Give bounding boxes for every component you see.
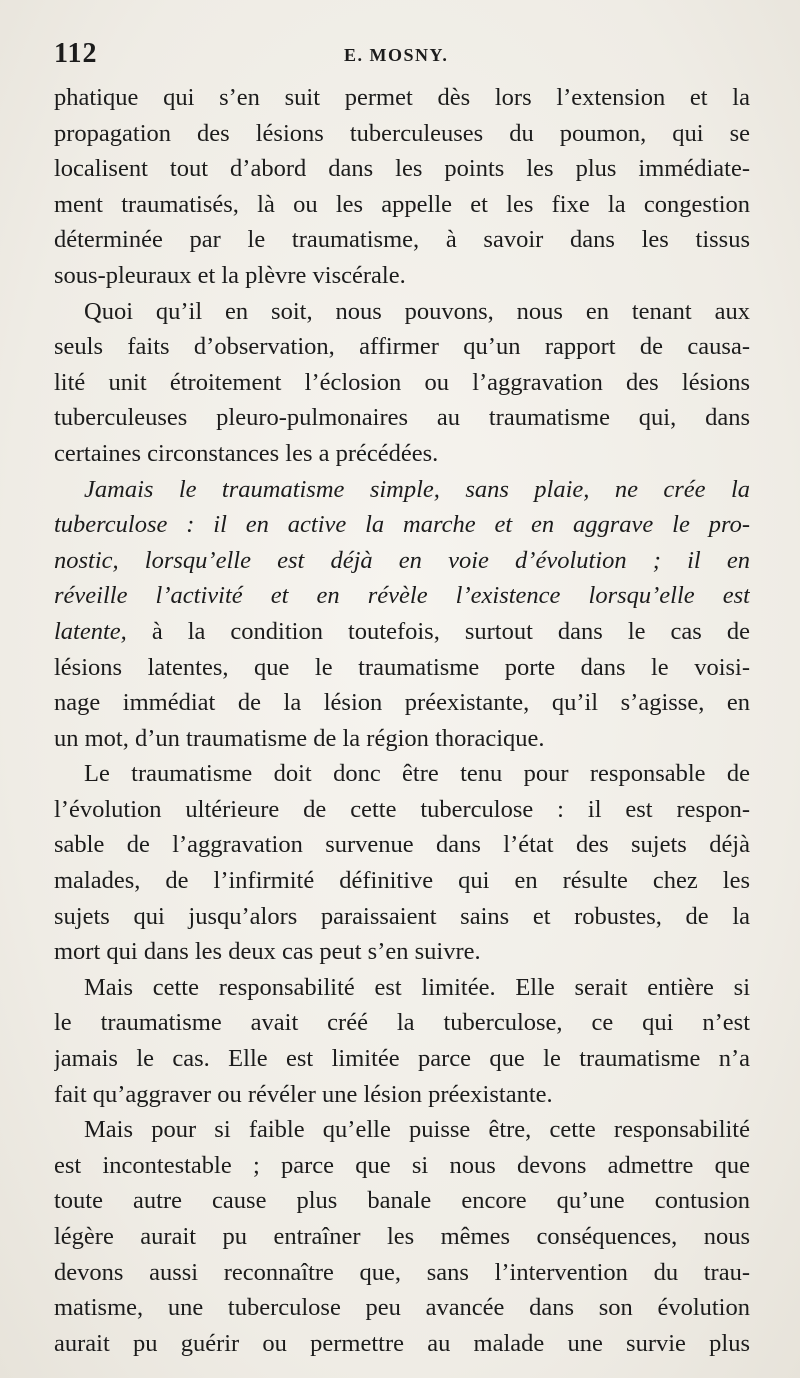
text-line: Jamais le traumatisme simple, sans plaie, ne crée la [84, 475, 750, 503]
text-line: tuberculeuses pleuro-pulmonaires au traumatisme qui, dans [54, 404, 750, 432]
text-line: Mais cette responsabilité est limitée. Elle serait entière si [84, 973, 750, 1001]
text-line: jamais le cas. Elle est limitée parce que le traumatisme n’a [54, 1045, 750, 1073]
text-line: le traumatisme avait créé la tuberculose, ce qui n’est [54, 1009, 750, 1037]
text-line: légère aurait pu entraîner les mêmes conséquences, nous [54, 1223, 750, 1250]
text-line: Mais pour si faible qu’elle puisse être, cette responsabilité [84, 1116, 750, 1144]
text-line: lésions latentes, que le traumatisme porte dans le voisi- [54, 653, 750, 681]
text-line: l’évolution ultérieure de cette tuberculose : il est respon- [54, 795, 750, 823]
text-line: est incontestable ; parce que si nous devons admettre que [54, 1151, 750, 1179]
text-line: nage immédiat de la lésion préexistante, qu’il s’agisse, en [54, 689, 750, 717]
text-line: tuberculose : il en active la marche et en aggrave le pro- [54, 511, 750, 539]
running-head: E. MOSNY. [344, 45, 449, 65]
text-line: seuls faits d’observation, affirmer qu’un rapport de causa- [54, 333, 750, 361]
text-line: certaines circonstances les a précédées. [54, 439, 439, 467]
body-text [54, 80, 750, 1361]
text-line: nostic, lorsqu’elle est déjà en voie d’évolution ; il en [54, 546, 750, 574]
text-line: sujets qui jusqu’alors paraissaient sains et robustes, de la [54, 902, 750, 930]
text-line: aurait pu guérir ou permettre au malade une survie plus [54, 1329, 750, 1357]
text-line: Quoi qu’il en soit, nous pouvons, nous en tenant aux [84, 297, 750, 325]
text-line: réveille l’activité et en révèle l’existence lorsqu’elle est [54, 582, 750, 610]
page-number: 112 [54, 38, 98, 69]
text-line-mixed [54, 614, 750, 650]
text-line: lité unit étroitement l’éclosion ou l’aggravation des lésions [54, 368, 750, 396]
text-line: fait qu’aggraver ou révéler une lésion préexistante. [54, 1080, 553, 1108]
text-line: devons aussi reconnaître que, sans l’intervention du trau- [54, 1258, 750, 1286]
text-line: un mot, d’un traumatisme de la région thoracique. [54, 724, 545, 752]
text-line: matisme, une tuberculose peu avancée dans son évolution [54, 1294, 750, 1322]
text-line: ment traumatisés, là ou les appelle et les fixe la congestion [54, 190, 750, 218]
text-line: malades, de l’infirmité définitive qui en résulte chez les [54, 867, 750, 895]
text-line: sous-pleuraux et la plèvre viscérale. [54, 261, 406, 289]
italic-segment: latente, [54, 617, 127, 645]
page-header [54, 38, 752, 78]
text-line: mort qui dans les deux cas peut s’en suivre. [54, 938, 481, 966]
text-line: déterminée par le traumatisme, à savoir dans les tissus [54, 226, 750, 254]
roman-segment: à la condition toutefois, surtout dans le cas de [126, 617, 750, 645]
text-line: Le traumatisme doit donc être tenu pour responsable de [84, 760, 750, 788]
text-line: sable de l’aggravation survenue dans l’état des sujets déjà [54, 831, 750, 859]
text-line: toute autre cause plus banale encore qu’une contusion [54, 1187, 750, 1215]
text-line: propagation des lésions tuberculeuses du poumon, qui se [54, 119, 750, 147]
text-line: localisent tout d’abord dans les points les plus immédiate- [54, 155, 750, 183]
text-line: phatique qui s’en suit permet dès lors l’extension et la [54, 84, 750, 111]
